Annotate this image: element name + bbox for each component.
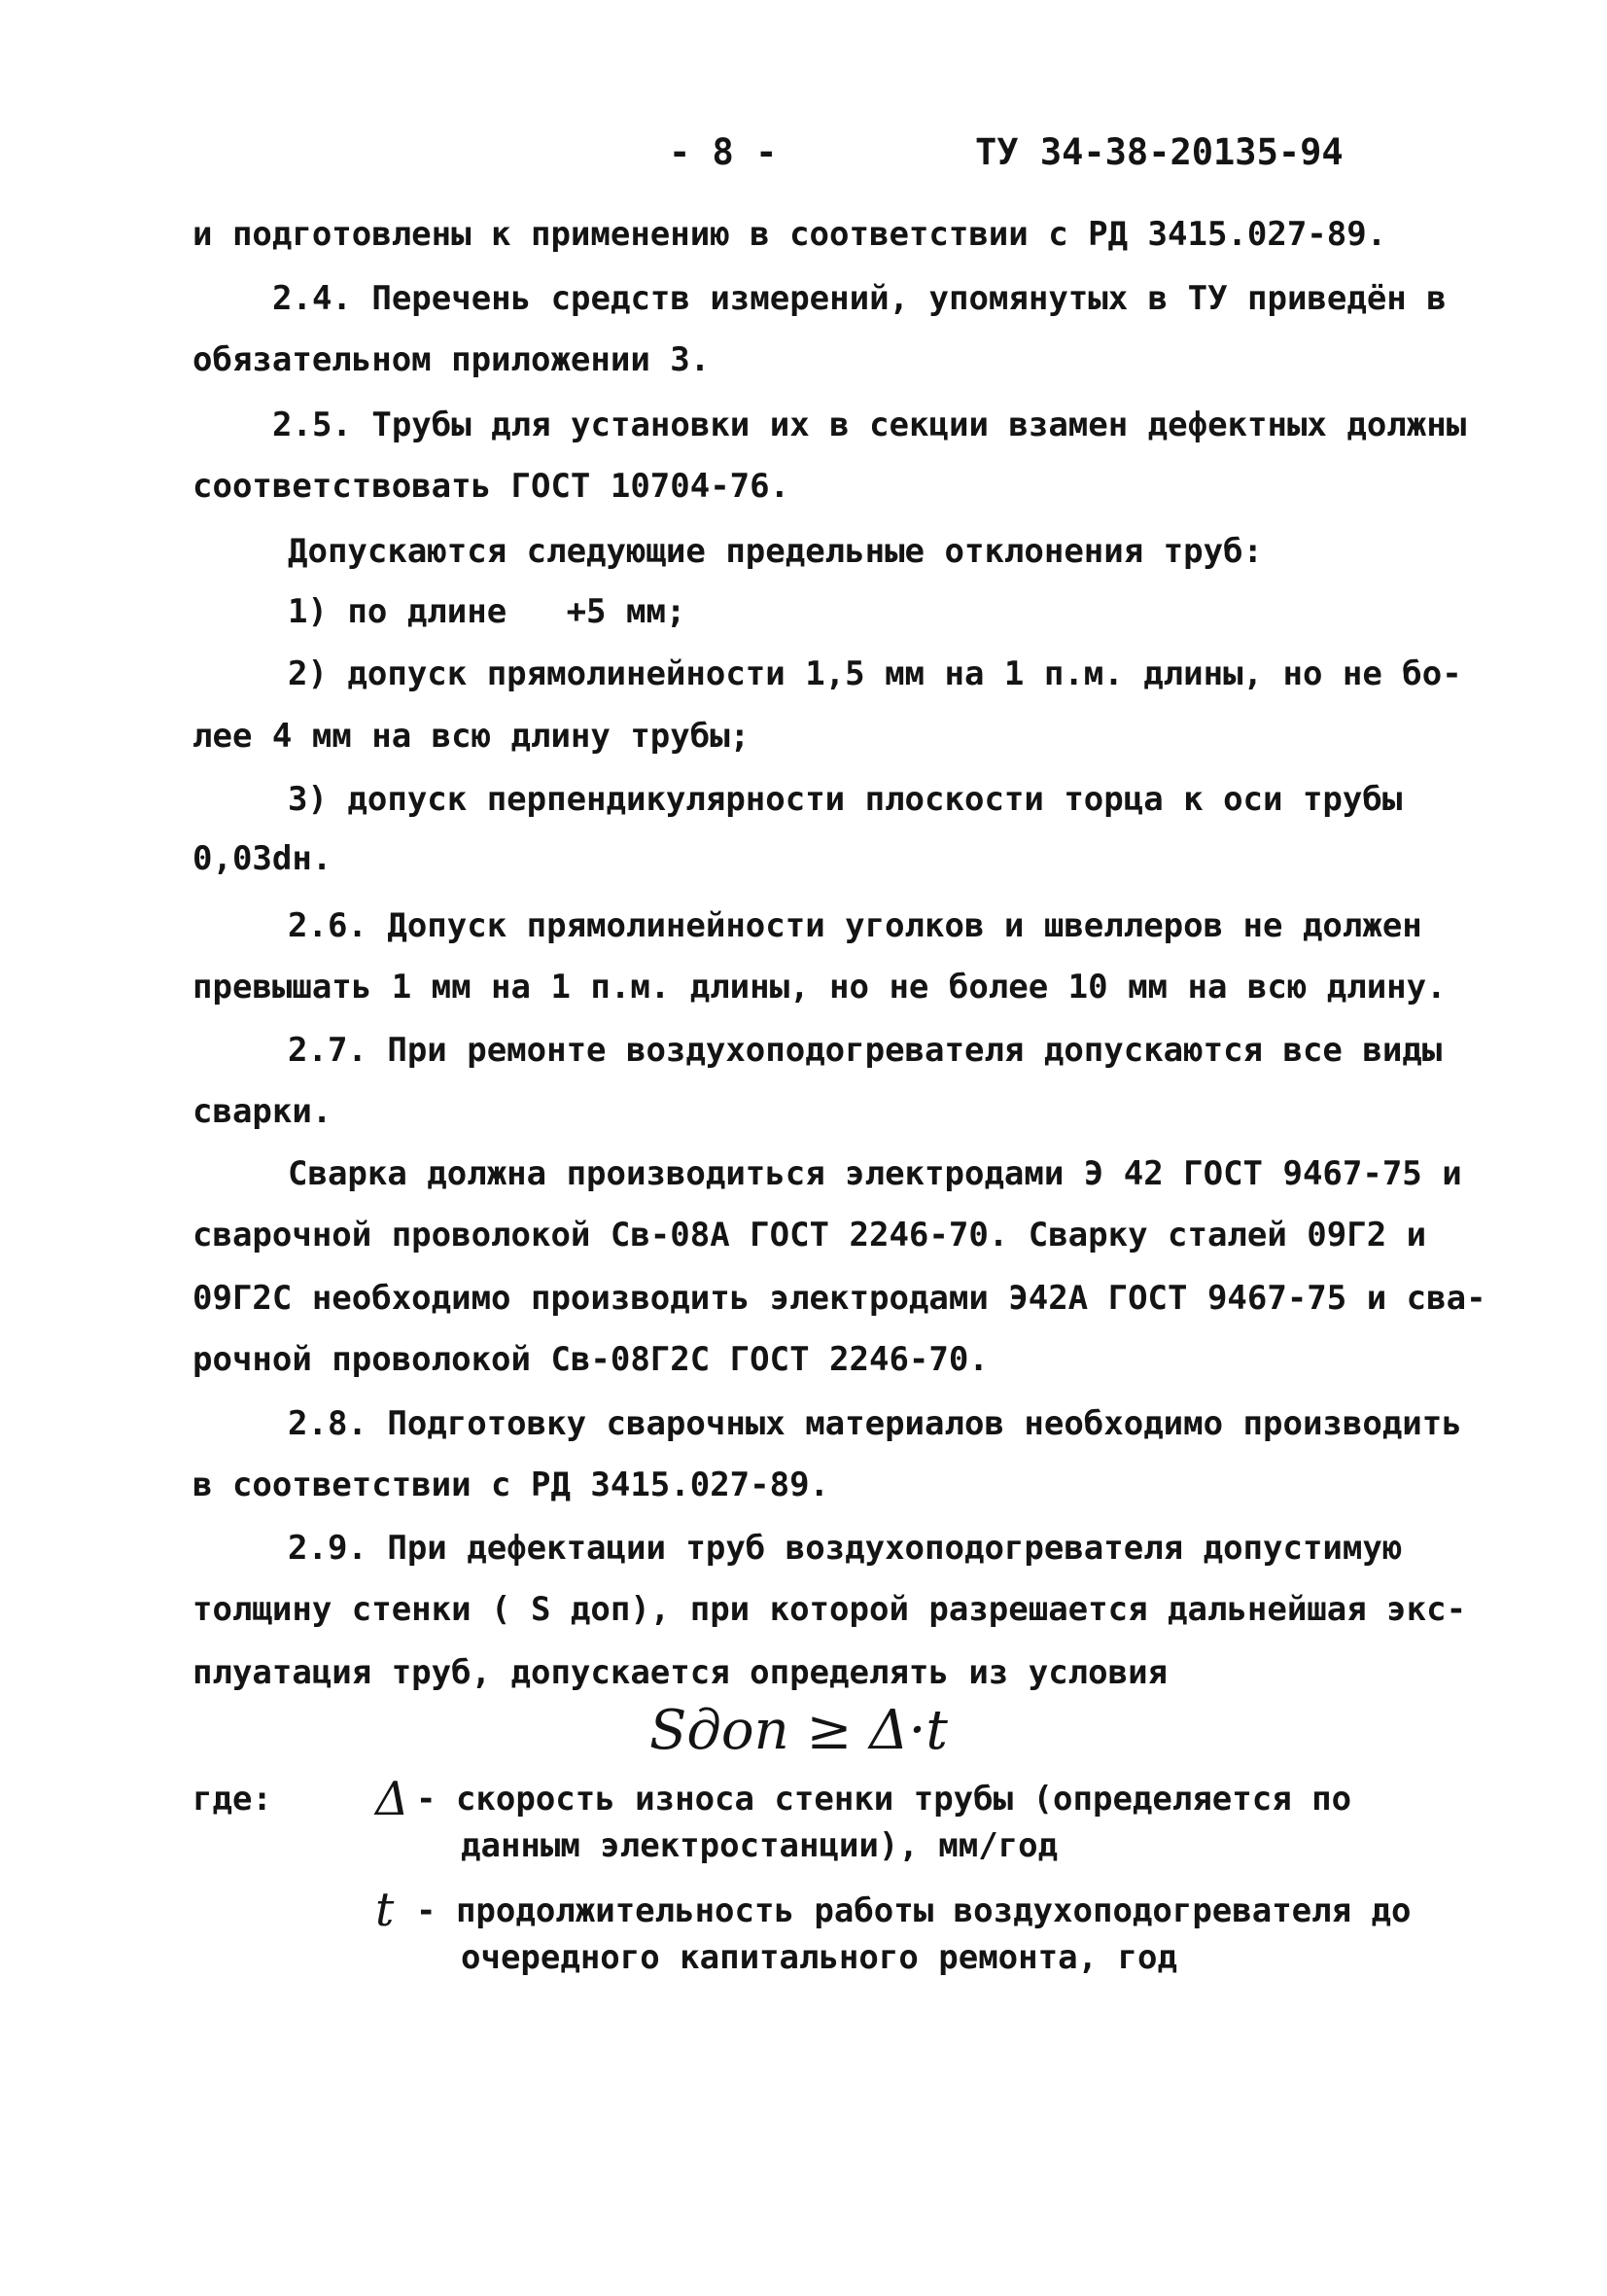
text-line-17: сварочной проволокой Св-08А ГОСТ 2246-70. Сварку сталей 09Г2 и [192, 1216, 1427, 1254]
text-line-09: лее 4 мм на всю длину трубы; [192, 717, 751, 756]
t-symbol: t [375, 1883, 395, 1937]
text-line-01: и подготовлены к применению в соответствии с РД 3415.027-89. [192, 215, 1387, 254]
text-line-07: 1) по длине +5 мм; [288, 592, 686, 631]
text-line-10: 3) допуск перпендикулярности плоскости торца к оси трубы [288, 780, 1403, 819]
text-line-14: 2.7. При ремонте воздухоподогревателя допускаются все виды [288, 1031, 1443, 1070]
document-code: ТУ 34-38-20135-94 [975, 131, 1344, 173]
text-line-24: плуатация труб, допускается определять из условия [192, 1653, 1169, 1692]
delta-definition-line-1: - скорость износа стенки трубы (определяется по [416, 1780, 1352, 1819]
text-line-06: Допускаются следующие предельные отклонения труб: [288, 532, 1264, 571]
page-number: - 8 - [669, 131, 778, 173]
text-line-05: соответствовать ГОСТ 10704-76. [192, 467, 790, 506]
text-line-04: 2.5. Трубы для установки их в секции взамен дефектных должны [272, 406, 1467, 444]
text-line-19: рочной проволокой Св-08Г2С ГОСТ 2246-70. [192, 1340, 989, 1379]
text-line-15: сварки. [192, 1092, 332, 1131]
delta-symbol: Δ [375, 1772, 409, 1826]
text-line-22: 2.9. При дефектации труб воздухоподогревателя допустимую [288, 1529, 1403, 1568]
t-definition-line-2: очередного капитального ремонта, год [461, 1938, 1177, 1977]
text-line-02: 2.4. Перечень средств измерений, упомянутых в ТУ приведён в [272, 279, 1447, 318]
text-line-08: 2) допуск прямолинейности 1,5 мм на 1 п.м. длины, но не бо- [288, 654, 1462, 693]
text-line-20: 2.8. Подготовку сварочных материалов необходимо производить [288, 1404, 1462, 1443]
text-line-16: Сварка должна производиться электродами Э 42 ГОСТ 9467-75 и [288, 1154, 1462, 1193]
text-line-21: в соответствии с РД 3415.027-89. [192, 1466, 830, 1504]
text-line-23: толщину стенки ( S доп), при которой разрешается дальнейшая экс- [192, 1590, 1467, 1629]
where-label: где: [192, 1780, 272, 1819]
text-line-03: обязательном приложении 3. [192, 340, 711, 379]
delta-definition-line-2: данным электростанции), мм/год [461, 1826, 1059, 1865]
t-definition-line-1: - продолжительность работы воздухоподогревателя до [416, 1891, 1412, 1930]
text-line-11: 0,03dн. [192, 839, 332, 878]
text-line-18: 09Г2С необходимо производить электродами Э42А ГОСТ 9467-75 и сва- [192, 1279, 1486, 1318]
text-line-12: 2.6. Допуск прямолинейности уголков и швеллеров не должен [288, 906, 1422, 945]
formula: Sдоп ≥ Δ·t [649, 1699, 948, 1762]
text-line-13: превышать 1 мм на 1 п.м. длины, но не более 10 мм на всю длину. [192, 968, 1447, 1007]
